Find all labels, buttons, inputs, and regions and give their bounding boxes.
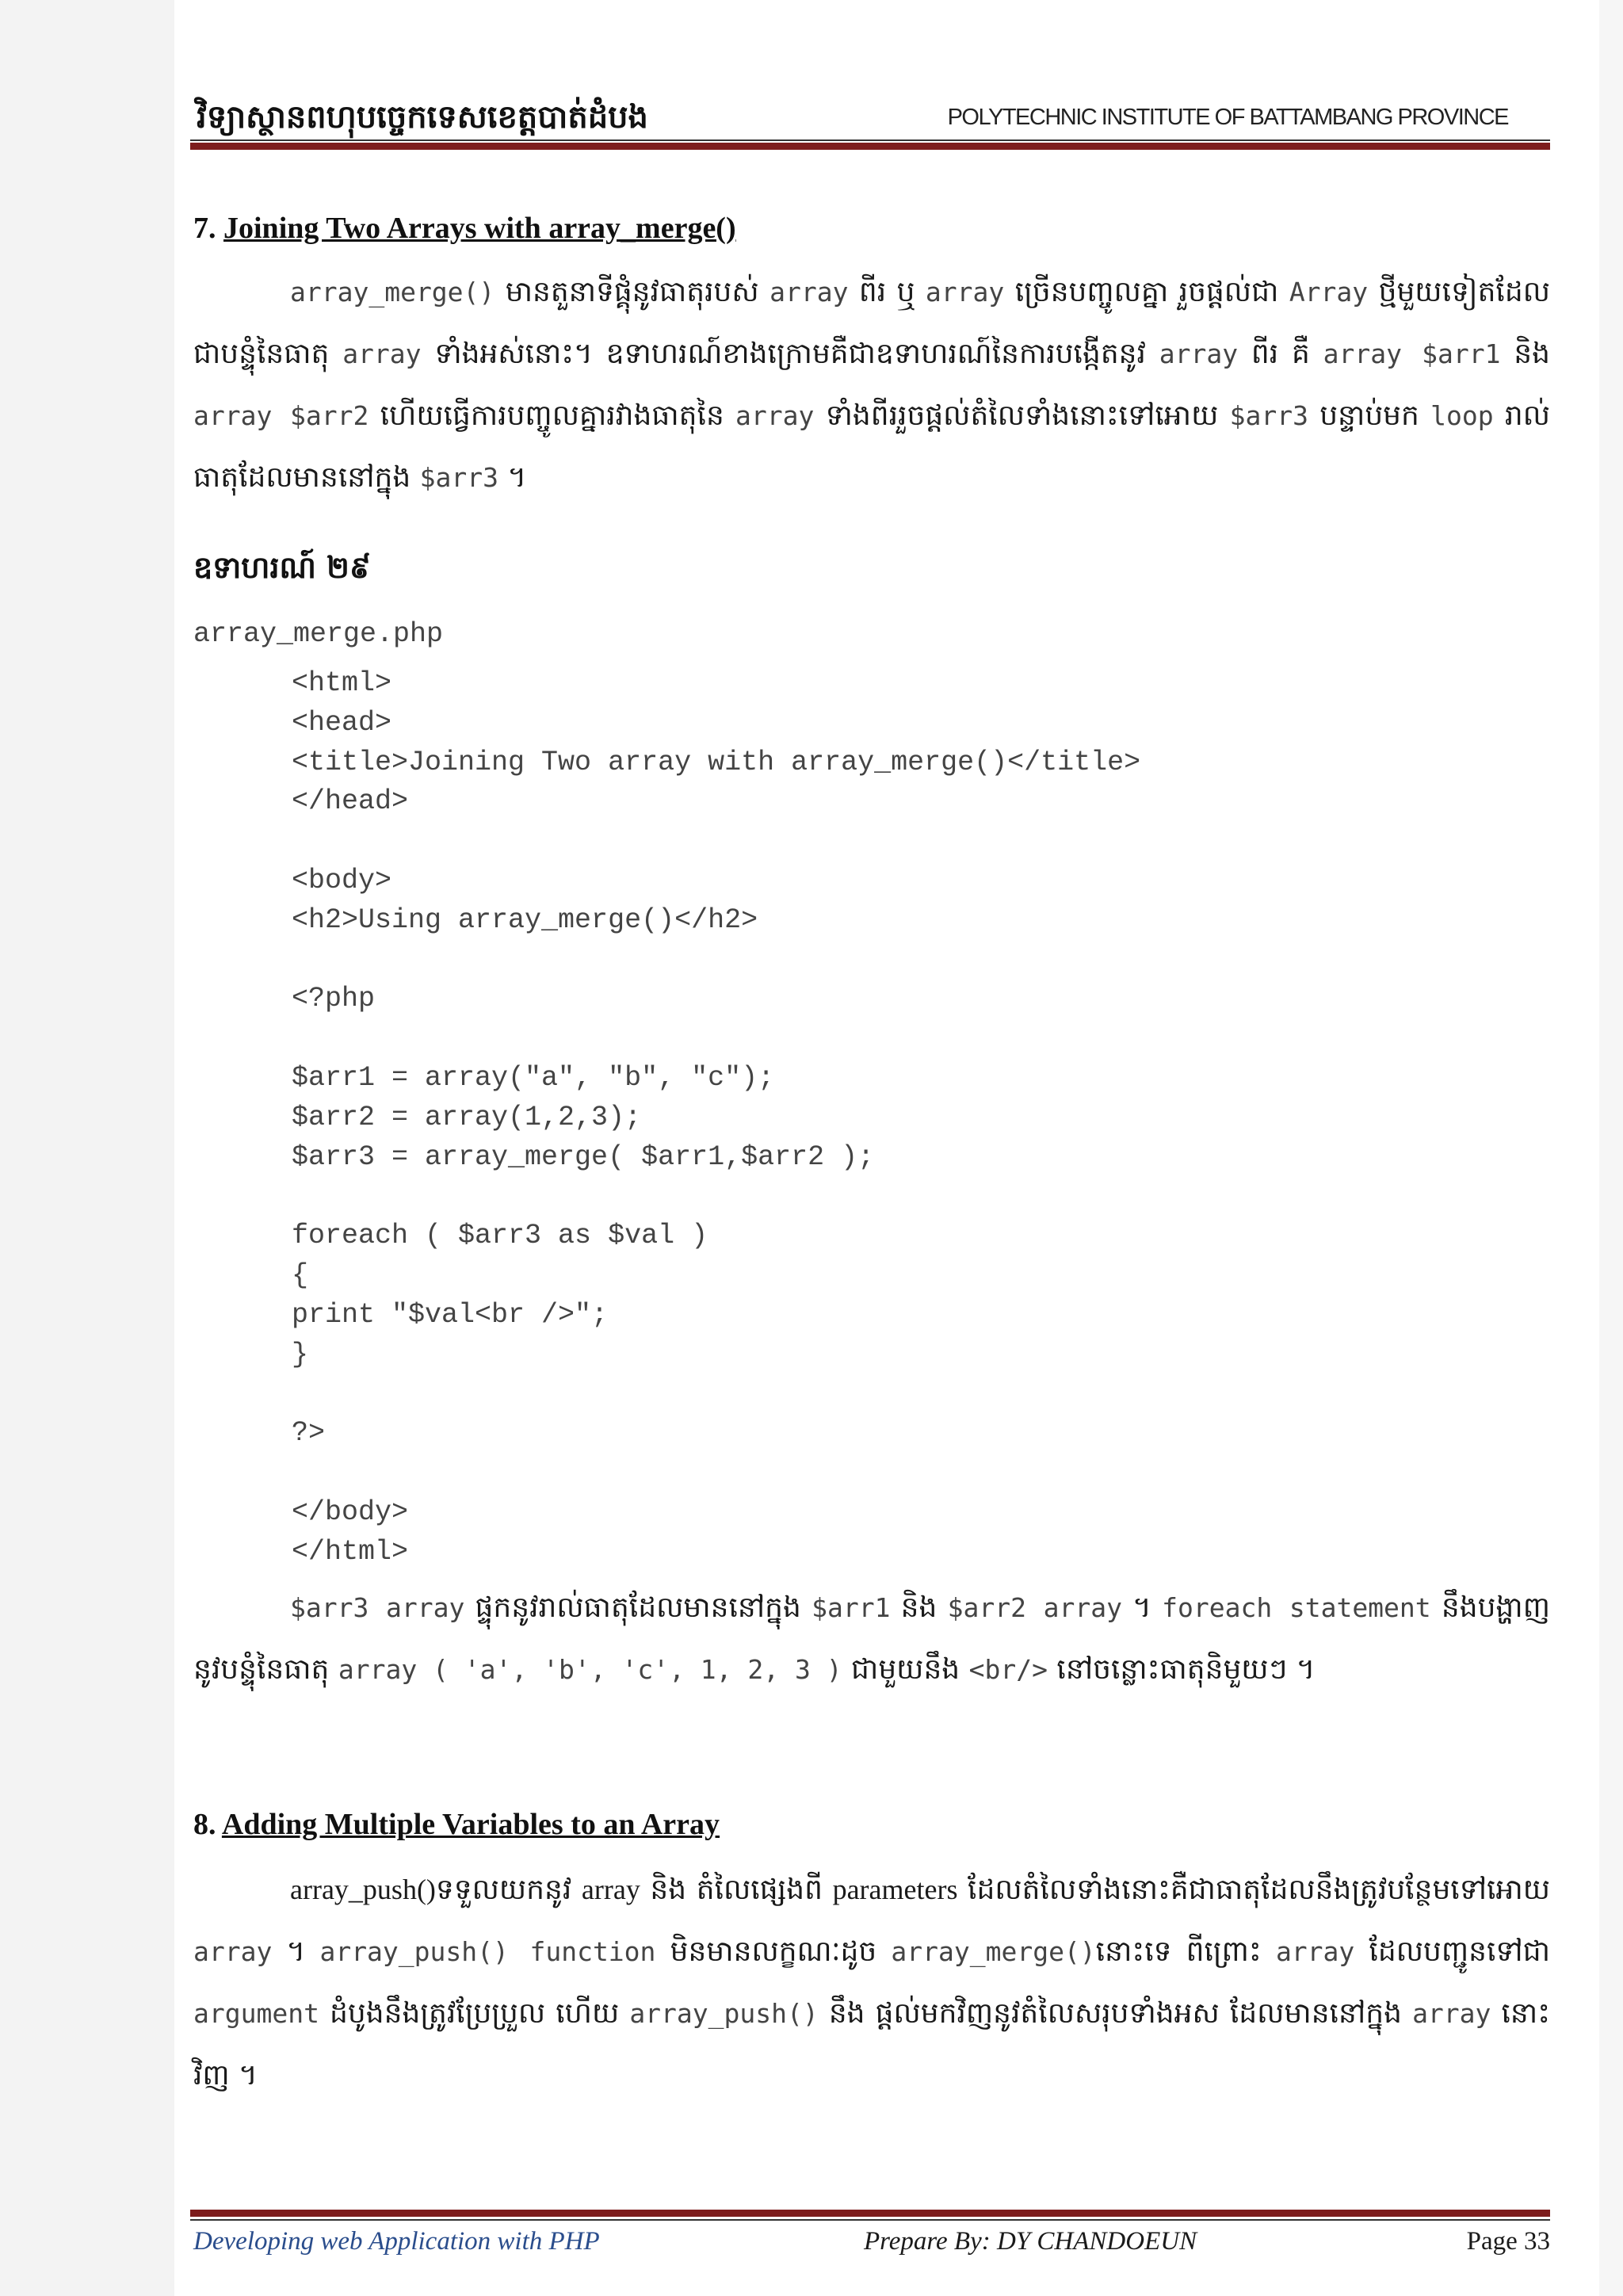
code-term: <br/> — [968, 1654, 1048, 1685]
text-run: មិនមានលក្ខណៈដូច — [655, 1935, 892, 1968]
code-term: array — [1412, 1998, 1491, 2029]
paragraph-array-merge-result — [193, 1577, 1550, 1701]
code-term: $arr3 array — [290, 1592, 465, 1623]
code-term: array_push() — [629, 1998, 819, 2029]
text-run: មានតួនាទីផ្គុំនូវធាតុរបស់ — [495, 276, 770, 308]
code-term: Array — [1289, 277, 1369, 308]
code-term: loop — [1430, 400, 1494, 431]
header-rule — [190, 143, 1550, 150]
code-term: $arr2 array — [947, 1592, 1122, 1623]
code-listing: <html> <head> <title>Joining Two array with array_merge()</title> </head> <body> <h2>Using array_merge()</h2> <?php $arr1 = array("a", "b", "c"); $arr2 = array(1,2,3); $arr3 = array_merge( $arr1,$arr2 ); foreach ( $arr3 as $val ) { print "$val<br />"; } ?> </body> </html> — [292, 667, 1141, 1568]
header-institute-khmer: វិទ្យាស្ថានពហុបច្ចេកទេសខេត្តបាត់ដំបង — [197, 99, 648, 136]
text-run: និង — [1500, 338, 1551, 370]
header-institute-english: POLYTECHNIC INSTITUTE OF BATTAMBANG PROVINCE — [947, 105, 1508, 130]
text-run: ហើយធ្វើការបញ្ចូលគ្នារវាងធាតុនៃ — [369, 399, 736, 432]
text-run: នឹងបង្ហាញនូវបន្ទុំនៃធាតុ — [193, 1591, 1550, 1686]
paragraph-array-merge-intro — [193, 262, 1550, 509]
text-run: ថ្មីមួយទៀតដែលជាបន្ទុំនៃធាតុ — [193, 276, 1550, 370]
text-run: ផ្ទុកនូវរាល់ធាតុដែលមាននៅក្នុង — [464, 1591, 812, 1624]
text-run: ទាំងពីររួចផ្តល់តំលៃទាំងនោះទៅអោយ — [814, 399, 1230, 432]
text-run: ពីរ គឺ — [1238, 338, 1323, 370]
code-term: argument — [193, 1998, 319, 2029]
text-run: នោះវិញ ។ — [193, 1997, 1551, 2092]
code-term: $arr3 — [419, 462, 499, 493]
text-run: ។ — [272, 1935, 320, 1968]
code-term: parameters — [832, 1874, 958, 1905]
header-rule-thin — [190, 139, 1550, 141]
text-run: ។ — [1121, 1591, 1163, 1624]
section-8-heading — [193, 1807, 720, 1842]
code-term: array — [769, 277, 849, 308]
code-term: array — [581, 1874, 640, 1905]
text-run: ពីរ ឬ — [848, 276, 926, 308]
text-run: នោះទេ ពីព្រោះ — [1095, 1935, 1276, 1968]
code-term: $arr3 — [1229, 400, 1308, 431]
text-run: ទទួលយកនូវ — [435, 1874, 582, 1906]
text-run: ។ — [498, 461, 527, 494]
text-run: ដែលតំលៃទាំងនោះគឺជាធាតុដែលនឹងត្រូវបន្ថែមទៅអោយ — [957, 1874, 1550, 1906]
code-term: array — [1159, 338, 1239, 369]
example-filename: array_merge.php — [193, 618, 444, 650]
text-run: ដំបូងនឹងត្រូវប្រែប្រួល ហើយ — [319, 1997, 630, 2030]
code-term: array ( 'a', 'b', 'c', 1, 2, 3 ) — [338, 1654, 842, 1685]
code-term: array_push() — [290, 1874, 436, 1905]
paragraph-array-push-intro — [193, 1859, 1550, 2107]
right-margin-shade — [1599, 0, 1623, 2296]
code-term: array_push() function — [319, 1936, 656, 1967]
section-8-title: Adding Multiple Variables to an Array — [221, 1808, 720, 1841]
code-term: array — [1275, 1936, 1355, 1967]
code-term: array_merge() — [891, 1936, 1096, 1967]
code-term: array_merge() — [290, 277, 495, 308]
footer-rule — [190, 2210, 1550, 2217]
code-term: array — [193, 1936, 273, 1967]
text-run: និង តំលៃផ្សេងពី — [640, 1874, 833, 1906]
example-label: ឧទាហរណ៍ ២៩ — [193, 550, 371, 585]
text-run: បន្ទាប់មក — [1308, 399, 1431, 432]
footer-rule-thin — [190, 2219, 1550, 2221]
code-term: $arr1 — [812, 1592, 891, 1623]
code-term: array — [925, 277, 1005, 308]
code-term: array — [735, 400, 815, 431]
code-term: foreach statement — [1162, 1592, 1431, 1623]
section-8-number: 8. — [193, 1808, 216, 1841]
text-run: នឹង ផ្តល់មកវិញនូវតំលៃសរុបទាំងអស ដែលមាននៅក្នុង — [818, 1997, 1413, 2030]
left-margin-shade — [0, 0, 174, 2296]
text-run: និង — [890, 1591, 948, 1624]
text-run: ជាមួយនឹង — [842, 1653, 969, 1686]
text-run: នៅចន្លោះធាតុនិមួយៗ ។ — [1047, 1653, 1316, 1686]
code-term: array $arr2 — [193, 400, 369, 431]
text-run: ច្រើនបញ្ចូលគ្នា រួចផ្តល់ជា — [1004, 276, 1289, 308]
text-run: ដែលបញ្ជូនទៅជា — [1354, 1935, 1550, 1968]
footer-author: Prepare By: DY CHANDOEUN — [864, 2227, 1197, 2256]
code-term: array — [342, 338, 422, 369]
text-run: រាល់ធាតុដែលមាននៅក្នុង — [193, 399, 1550, 494]
section-7-heading — [193, 211, 736, 246]
section-7-title: Joining Two Arrays with array_merge() — [223, 212, 736, 245]
footer-course-title: Developing web Application with PHP — [193, 2227, 600, 2256]
code-term: array $arr1 — [1323, 338, 1501, 369]
section-7-number: 7. — [193, 212, 216, 245]
footer-page-number: Page 33 — [1466, 2227, 1550, 2256]
text-run: ទាំងអស់នោះ។ ឧទាហរណ៍ខាងក្រោមគឺជាឧទាហរណ៍នៃការបង្កើតនូវ — [421, 338, 1159, 370]
